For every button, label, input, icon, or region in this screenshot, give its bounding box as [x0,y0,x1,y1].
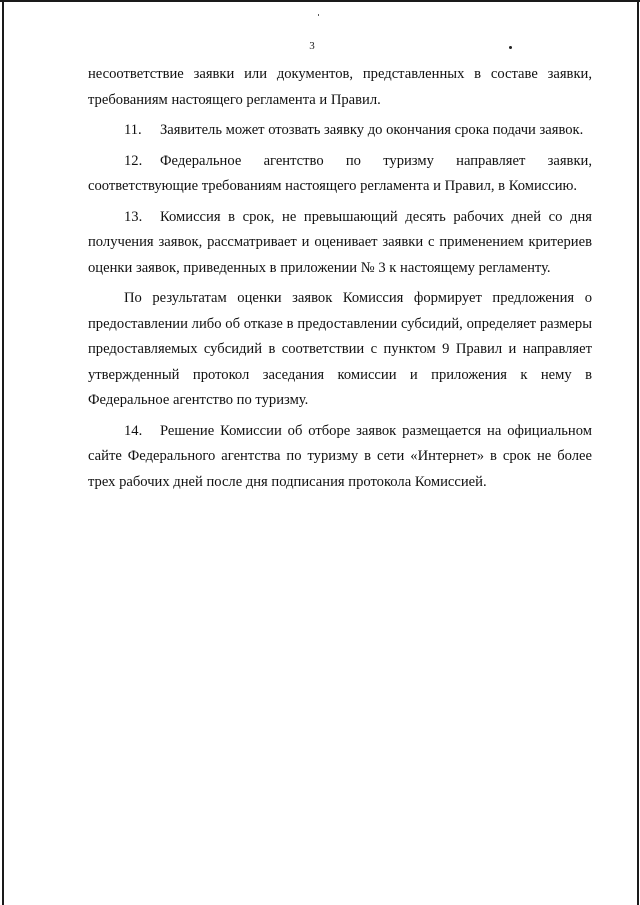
paragraph-continuation [88,62,592,113]
scan-edge-right [637,0,639,905]
scan-speck [318,14,319,16]
paragraph-number: 14. [124,422,143,439]
paragraph-number: 13. [124,208,143,225]
paragraph-text: Заявитель может отозвать заявку до окончания срока подачи заявок. [160,122,584,138]
paragraph-number: 12. [124,152,143,169]
paragraph-number: 11. [124,122,142,138]
scan-edge-left [2,0,4,905]
paragraph-text: Комиссия в срок, не превышающий десять рабочих дней со дня получения заявок, рассматривает и оценивает заявки с применением критериев оценки заявок, приведенных в приложении № 3 к настоящему регламенту. [88,208,592,276]
paragraph-text: Решение Комиссии об отборе заявок размещается на официальном сайте Федерального агентства по туризму в сети «Интернет» в срок не более трех рабочих дней после дня подписания протокола Комиссией. [88,422,592,490]
paragraph-text: По результатам оценки заявок Комиссия формирует предложения о предоставлении либо об отказе в предоставлении субсидий, определяет размеры предоставляемых субсидий в соответствии с пунктом 9 Правил и направляет утвержденный протокол заседания комиссии и приложения к нему в Федеральное агентство по туризму. [88,290,592,408]
paragraph-14 [88,419,592,496]
scan-edge-top [0,0,640,2]
document-body [88,62,592,495]
paragraph-11 [88,118,592,144]
paragraph-13 [88,205,592,282]
paragraph-text: несоответствие заявки или документов, представленных в составе заявки, требованиям настоящего регламента и Правил. [88,66,592,108]
paragraph-text: Федеральное агентство по туризму направляет заявки, соответствующие требованиям настоящего регламента и Правил, в Комиссию. [88,152,592,194]
paragraph-13-continued [88,286,592,414]
paragraph-12 [88,149,592,200]
page-number: 3 [309,40,315,52]
